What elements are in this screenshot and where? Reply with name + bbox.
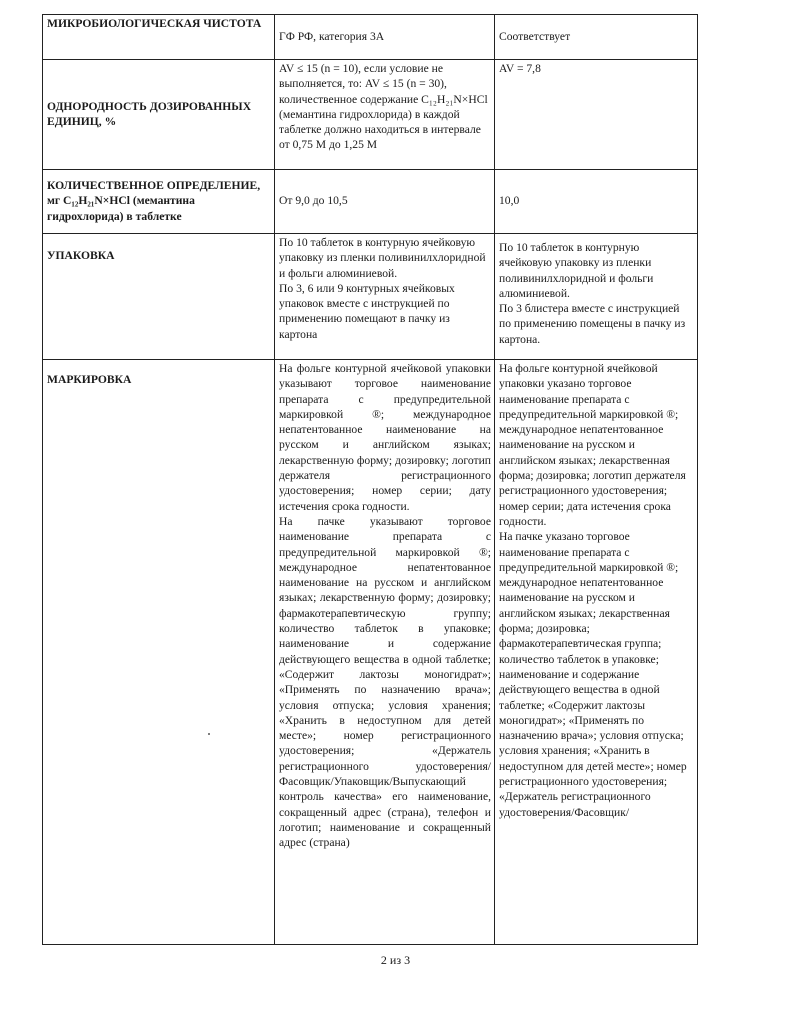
result-cell [495,360,698,945]
result-text: По 3 блистера вместе с инструкцией по применению помещены в пачку из картона. [499,302,686,346]
table-row [43,234,698,360]
table-row [43,360,698,945]
result-cell [495,234,698,360]
table-row [43,60,698,170]
table-row [43,15,698,60]
result-text: На пачке указано торговое наименование препарата с предупредительной маркировкой ®; международное непатентованное наименование на русском и английском языках; лекарственная форма; дозировка; фармакотерапевтическая группа; количество таблеток в упаковке; наименование и содержание действующего вещества в одной таблетке; «Содержит лактозы моногидрат»; «Применять по назначению врача»; условия отпуска; условия хранения; «Хранить в недоступном для детей месте»; номер регистрационного удостоверения; «Держатель регистрационного удостоверения/Фасовщик/ [499,530,687,819]
norm-text: По 10 таблеток в контурную ячейковую упаковку из пленки поливинилхлоридной и фольги алюминиевой. [279,236,486,280]
norm-cell [275,234,495,360]
norm-cell: ГФ РФ, категория 3А [275,15,495,60]
norm-cell [275,360,495,945]
param-cell: УПАКОВКА [43,234,275,360]
param-cell: МАРКИРОВКА [43,360,275,945]
result-cell: 10,0 [495,170,698,234]
param-cell: МИКРОБИОЛОГИЧЕСКАЯ ЧИСТОТА [43,15,275,60]
norm-cell: От 9,0 до 10,5 [275,170,495,234]
result-cell: AV = 7,8 [495,60,698,170]
norm-text: На фольге контурной ячейковой упаковки указывают торговое наименование препарата с предупредительной маркировкой ®; международное непатентованное наименование на русском и английском языках; лекарственную форму; дозировку; логотип держателя регистрационного удостоверения; номер серии; дату истечения срока годности. [279,362,491,513]
param-cell: ОДНОРОДНОСТЬ ДОЗИРОВАННЫХ ЕДИНИЦ, % [43,60,275,170]
norm-cell: AV ≤ 15 (n = 10), если условие не выполняется, то: AV ≤ 15 (n = 30), количественное содержание C₁₂H₂₁N×HCl (мемантина гидрохлорида) в каждой таблетке должно находиться в интервале от 0,75 М до 1,25 М [275,60,495,170]
table-row [43,170,698,234]
result-text: По 10 таблеток в контурную ячейковую упаковку из пленки поливинилхлоридной и фольги алюминиевой. [499,241,654,300]
param-cell: КОЛИЧЕСТВЕННОЕ ОПРЕДЕЛЕНИЕ, мг C₁₂H₂₁N×HCl (мемантина гидрохлорида) в таблетке [43,170,275,234]
scan-speck [208,733,210,735]
page-number: 2 из 3 [380,953,411,967]
norm-text: На пачке указывают торговое наименование препарата с предупредительной маркировкой ®; международное непатентованное наименование на русском и английском языках; лекарственную форму; дозировку; фармакотерапевтическую группу; количество таблеток в упаковке; наименование и содержание действующего вещества в одной таблетке; «Содержит лактозы моногидрат»; «Применять по назначению врача»; условия отпуска; условия хранения; «Хранить в недоступном для детей месте»; номер регистрационного удостоверения; «Держатель регистрационного удостоверения/Фасовщик/Упаковщик/Выпускающий контроль качества» его наименование, сокращенный адрес (страна), телефон и логотип; наименование и сокращенный адрес (страна) [279,514,491,850]
result-cell: Соответствует [495,15,698,60]
specification-table [42,14,698,945]
norm-text: По 3, 6 или 9 контурных ячейковых упаковок вместе с инструкцией по применению помещают в пачку из картона [279,281,455,341]
result-text: На фольге контурной ячейковой упаковки указано торговое наименование препарата с предупредительной маркировкой ®; международное непатентованное наименование на русском и английском языках; лекарственная форма; дозировка; логотип держателя регистрационного удостоверения; номер серии; дата истечения срока годности. [499,362,686,528]
